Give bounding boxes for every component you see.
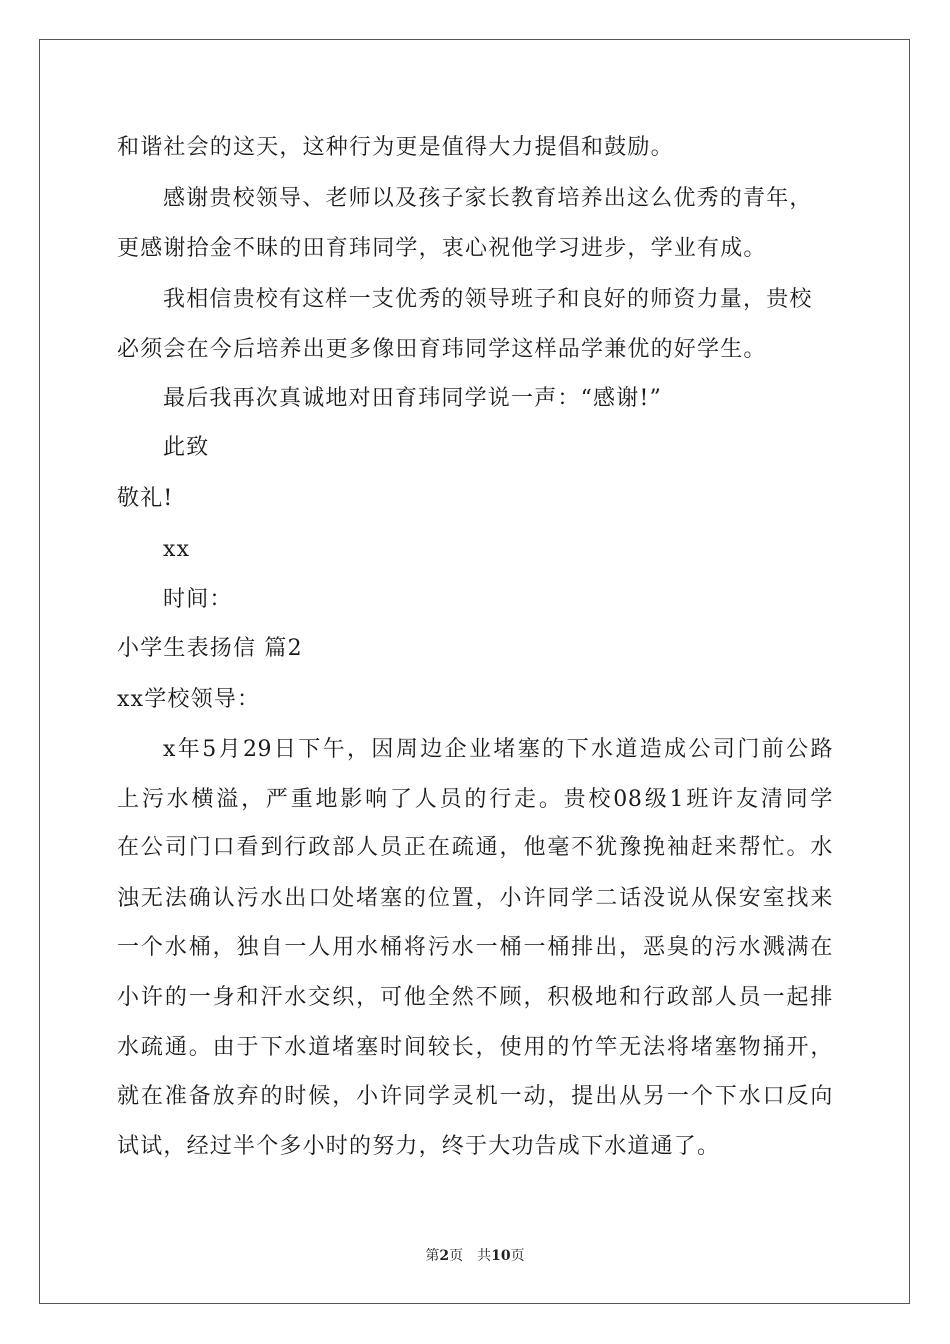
footer-page-number: 2 — [439, 1248, 450, 1264]
text-line: 在公司门口看到行政部人员正在疏通，他毫不犹豫挽袖赶来帮忙。水 — [117, 835, 833, 860]
text-line: 感谢贵校领导、老师以及孩子家长教育培养出这么优秀的青年， — [163, 186, 813, 211]
footer-total-prefix: 共 — [477, 1248, 492, 1264]
date-label: 时间： — [163, 587, 233, 612]
text-line: 一个水桶，独自一人用水桶将污水一桶一桶排出，恶臭的污水溅满在 — [117, 935, 833, 960]
footer-prefix: 第 — [425, 1248, 440, 1264]
text-line: 上污水横溢，严重地影响了人员的行走。贵校08级1班许友清同学 — [117, 787, 833, 812]
signature: xx — [163, 537, 191, 562]
page-border — [39, 39, 910, 1304]
footer-total-pages: 10 — [491, 1248, 511, 1264]
text-line: 水疏通。由于下水道堵塞时间较长，使用的竹竿无法将堵塞物捅开， — [117, 1035, 833, 1060]
section-heading: 小学生表扬信 篇2 — [117, 636, 303, 661]
text-line: 必须会在今后培养出更多像田育玮同学这样品学兼优的好学生。 — [117, 337, 767, 362]
text-line: 浊无法确认污水出口处堵塞的位置，小许同学二话没说从保安室找来 — [117, 886, 833, 911]
text-line: 我相信贵校有这样一支优秀的领导班子和良好的师资力量，贵校 — [163, 287, 813, 312]
text-line: 就在准备放弃的时候，小许同学灵机一动，提出从另一个下水口反向 — [117, 1084, 833, 1109]
letter-greeting: xx学校领导： — [117, 687, 261, 712]
page-footer — [0, 1247, 950, 1265]
closing-salutation: 此致 — [163, 435, 210, 460]
footer-page-unit: 页 — [449, 1248, 464, 1264]
text-line: 和谐社会的这天，这种行为更是值得大力提倡和鼓励。 — [117, 135, 674, 160]
text-line: 更感谢拾金不昧的田育玮同学，衷心祝他学习进步，学业有成。 — [117, 236, 767, 261]
text-line: 试试，经过半个多小时的努力，终于大功告成下水道通了。 — [117, 1134, 721, 1159]
text-line: 最后我再次真诚地对田育玮同学说一声：“感谢!” — [163, 386, 662, 411]
text-line: x年5月29日下午，因周边企业堵塞的下水道造成公司门前公路 — [163, 737, 833, 762]
footer-total-unit: 页 — [510, 1248, 525, 1264]
closing-regards: 敬礼! — [117, 486, 174, 511]
text-line: 小许的一身和汗水交织，可他全然不顾，积极地和行政部人员一起排 — [117, 985, 833, 1010]
